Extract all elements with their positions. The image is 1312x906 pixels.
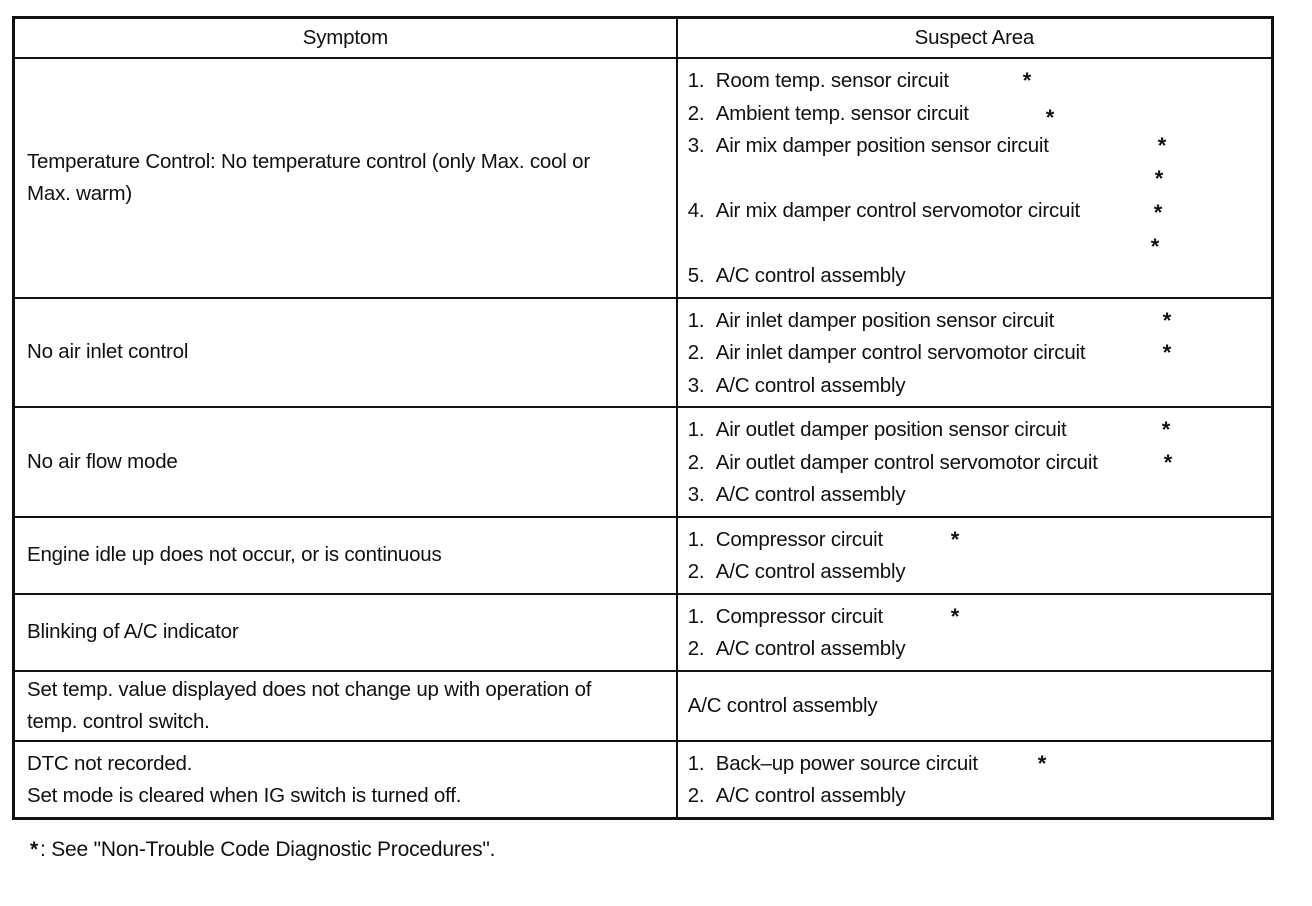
suspect-area-item	[688, 633, 1261, 666]
symptom-text: No air flow mode	[27, 449, 178, 473]
symptom-text: Set temp. value displayed does not change up with operation of	[27, 677, 592, 701]
item-text: Air outlet damper position sensor circuit	[715, 418, 1067, 441]
see-note-marker: *	[1022, 68, 1032, 93]
see-note-marker: *	[1153, 200, 1163, 225]
symptom-text: Max. warm)	[27, 181, 133, 205]
suspect-area-cell	[677, 741, 1273, 819]
item-number: 2.	[687, 784, 705, 807]
item-text: A/C control assembly	[715, 373, 906, 397]
see-note-marker: *	[1150, 234, 1160, 259]
footnote	[30, 838, 495, 862]
suspect-area-item	[688, 748, 1261, 781]
see-note-marker: *	[950, 603, 960, 629]
symptom-cell	[14, 517, 677, 594]
suspect-area-cell	[677, 298, 1273, 408]
item-text: Ambient temp. sensor circuit	[715, 101, 969, 125]
suspect-area-item	[688, 195, 1261, 260]
suspect-area-cell: A/C control assembly	[677, 671, 1273, 741]
symptom-text: Engine idle up does not occur, or is continuous	[27, 543, 442, 566]
table-body	[14, 58, 1273, 818]
item-text: A/C control assembly	[715, 784, 906, 807]
item-number: 1.	[687, 604, 705, 628]
see-note-marker: *	[1037, 750, 1047, 776]
item-text: Back–up power source circuit	[715, 751, 978, 775]
symptom-cell	[14, 671, 677, 741]
item-number: 1.	[687, 418, 705, 441]
symptom-text: No air inlet control	[27, 340, 189, 364]
item-number: 1.	[687, 308, 705, 332]
table-row	[14, 671, 1273, 741]
see-note-marker: *	[1157, 133, 1167, 158]
suspect-area-cell	[677, 594, 1273, 671]
symptom-text: DTC not recorded.	[27, 752, 193, 775]
item-text: Compressor circuit	[715, 604, 884, 628]
item-text: Compressor circuit	[715, 527, 884, 551]
diagnosis-table	[12, 16, 1274, 820]
symptom-text: temp. control switch.	[27, 709, 210, 733]
item-text: A/C control assembly	[715, 637, 906, 660]
see-note-marker: *	[1045, 104, 1055, 130]
item-text: Air inlet damper position sensor circuit	[715, 308, 1055, 332]
suspect-area-cell	[677, 407, 1273, 517]
suspect-area-item	[688, 65, 1261, 98]
item-number: 2.	[687, 341, 705, 364]
suspect-area-item	[688, 370, 1261, 403]
item-number: 2.	[687, 637, 705, 660]
item-text: A/C control assembly	[715, 264, 906, 287]
suspect-area-item	[688, 601, 1261, 634]
suspect-area-item	[688, 337, 1261, 370]
item-text: A/C control assembly	[715, 483, 906, 506]
item-number: 5.	[687, 264, 705, 287]
item-number: 4.	[687, 199, 705, 222]
table-row	[14, 298, 1273, 408]
table-header-row	[14, 18, 1273, 59]
footnote-text: : See "Non-Trouble Code Diagnostic Procedures".	[39, 838, 496, 861]
item-number: 2.	[687, 450, 705, 474]
suspect-area-item	[688, 130, 1261, 195]
item-text: Air inlet damper control servomotor circuit	[715, 341, 1086, 364]
item-text: Air outlet damper control servomotor circuit	[715, 450, 1098, 474]
suspect-area-header: Suspect Area	[677, 18, 1273, 59]
item-text: A/C control assembly	[715, 560, 906, 583]
suspect-area-item	[688, 524, 1261, 557]
table-row	[14, 58, 1273, 298]
item-number: 3.	[687, 373, 705, 397]
item-number: 1.	[687, 751, 705, 775]
see-note-marker: *	[1154, 166, 1164, 191]
suspect-area-item	[688, 780, 1261, 813]
symptom-text: Temperature Control: No temperature control (only Max. cool or	[27, 149, 590, 173]
see-note-marker: *	[1162, 307, 1172, 333]
table-row	[14, 407, 1273, 517]
symptom-cell	[14, 58, 677, 298]
suspect-area-item	[688, 447, 1261, 480]
see-note-marker: *	[30, 838, 38, 861]
symptom-cell	[14, 407, 677, 517]
item-number: 2.	[687, 101, 705, 125]
item-number: 1.	[687, 527, 705, 551]
symptom-text: Blinking of A/C indicator	[27, 620, 239, 643]
table-row	[14, 741, 1273, 819]
see-note-marker: *	[1163, 449, 1173, 475]
item-text: Air mix damper position sensor circuit	[715, 134, 1049, 157]
table-row	[14, 517, 1273, 594]
item-number: 1.	[687, 69, 705, 92]
see-note-marker: *	[1161, 417, 1171, 442]
item-number: 3.	[687, 483, 705, 506]
item-number: 3.	[687, 134, 705, 157]
see-note-marker: *	[1162, 340, 1172, 365]
symptom-cell	[14, 594, 677, 671]
suspect-area-item	[688, 305, 1261, 338]
suspect-area-item	[688, 260, 1261, 293]
suspect-area-item	[688, 414, 1261, 447]
suspect-area-cell	[677, 517, 1273, 594]
symptom-cell	[14, 298, 677, 408]
suspect-area-item	[688, 98, 1261, 131]
suspect-area-cell	[677, 58, 1273, 298]
item-number: 2.	[687, 560, 705, 583]
item-text: Room temp. sensor circuit	[715, 69, 949, 92]
item-text: Air mix damper control servomotor circuit	[715, 199, 1081, 222]
symptom-header: Symptom	[14, 18, 677, 59]
table-row	[14, 594, 1273, 671]
see-note-marker: *	[950, 526, 960, 552]
symptom-text: Set mode is cleared when IG switch is turned off.	[27, 784, 462, 807]
symptom-cell	[14, 741, 677, 819]
suspect-area-item	[688, 556, 1261, 589]
suspect-area-item	[688, 479, 1261, 512]
